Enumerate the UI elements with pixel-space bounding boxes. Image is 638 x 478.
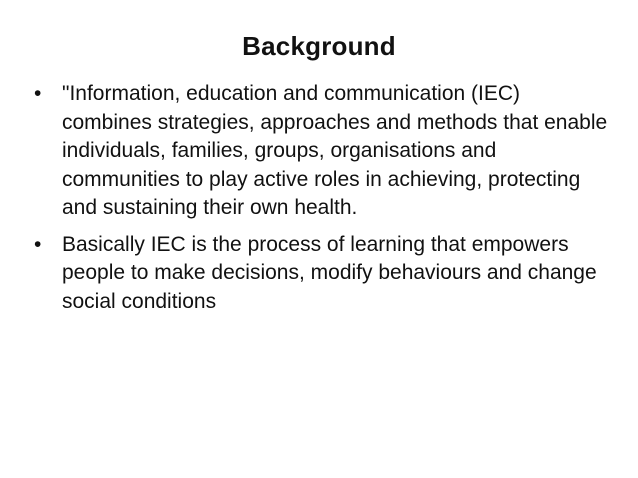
- bullet-text: Basically IEC is the process of learning that empowers people to make decisions, modify behaviours and change social conditions: [62, 232, 597, 313]
- bullet-text: "Information, education and communication (IEC) combines strategies, approaches and methods that enable individuals, families, groups, organisations and communities to play active roles in achieving, protecting and sustaining their own health.: [62, 82, 608, 219]
- bullet-icon: •: [34, 232, 42, 256]
- slide-title: Background: [242, 31, 396, 61]
- bullet-icon: •: [34, 82, 42, 105]
- bullet-list: [34, 80, 614, 324]
- bullet-item: [34, 231, 614, 317]
- bullet-item: [34, 80, 614, 223]
